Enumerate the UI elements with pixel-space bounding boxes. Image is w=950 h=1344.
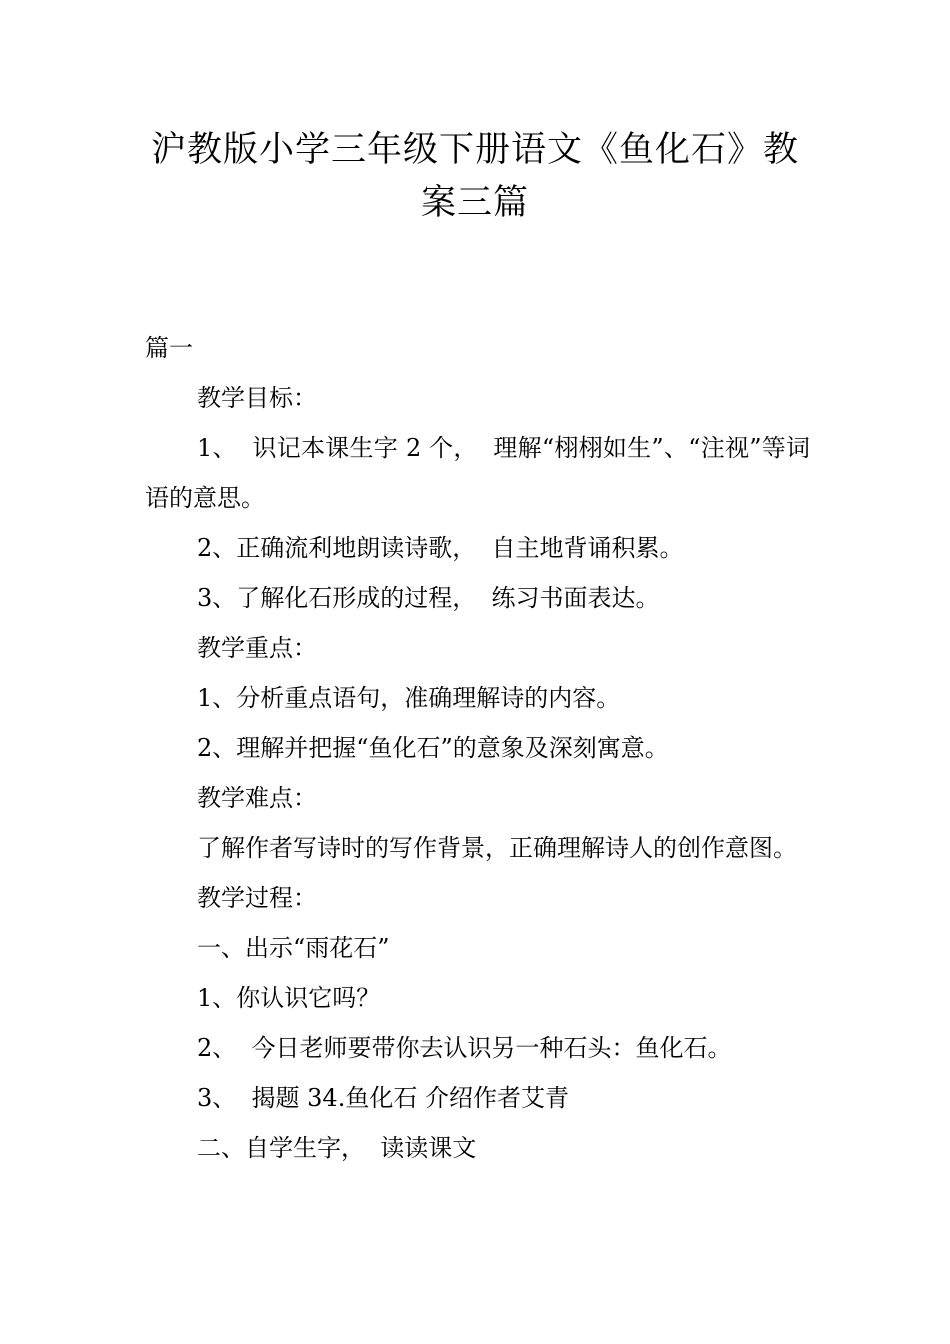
paragraph-step-1-2: 2、 今日老师要带你去认识另一种石头：鱼化石。 [197,1034,732,1062]
paragraph-step-1-3: 3、 揭题 34.鱼化石 介绍作者艾青 [197,1084,569,1112]
document-body [145,323,810,1173]
paragraph-goal-3: 3、了解化石形成的过程， 练习书面表达。 [197,584,660,612]
title-line-1: 沪教版小学三年级下册语文《鱼化石》教 [150,130,799,170]
paragraph-difficulty-heading: 教学难点： [197,784,317,812]
paragraph-key-point-2: 2、理解并把握“鱼化石”的意象及深刻寓意。 [197,734,669,762]
paragraph-step-1-1: 1、你认识它吗？ [197,984,381,1012]
paragraph-goal-2: 2、正确流利地朗读诗歌， 自主地背诵积累。 [197,534,684,562]
section-heading: 篇一 [145,334,193,362]
document-title [140,124,810,230]
paragraph-step-1: 一、出示“雨花石” [197,934,390,962]
paragraph-teaching-goals-heading: 教学目标： [197,384,317,412]
paragraph-process-heading: 教学过程： [197,884,317,912]
paragraph-key-points-heading: 教学重点： [197,634,317,662]
paragraph-difficulty: 了解作者写诗时的写作背景，正确理解诗人的创作意图。 [197,834,797,862]
title-line-2: 案三篇 [420,183,529,223]
paragraph-step-2: 二、自学生字， 读读课文 [197,1134,477,1162]
paragraph-goal-1: 1、 识记本课生字 2 个， 理解“栩栩如生”、“注视”等词语的意思。 [145,434,810,512]
paragraph-key-point-1: 1、分析重点语句，准确理解诗的内容。 [197,684,621,712]
